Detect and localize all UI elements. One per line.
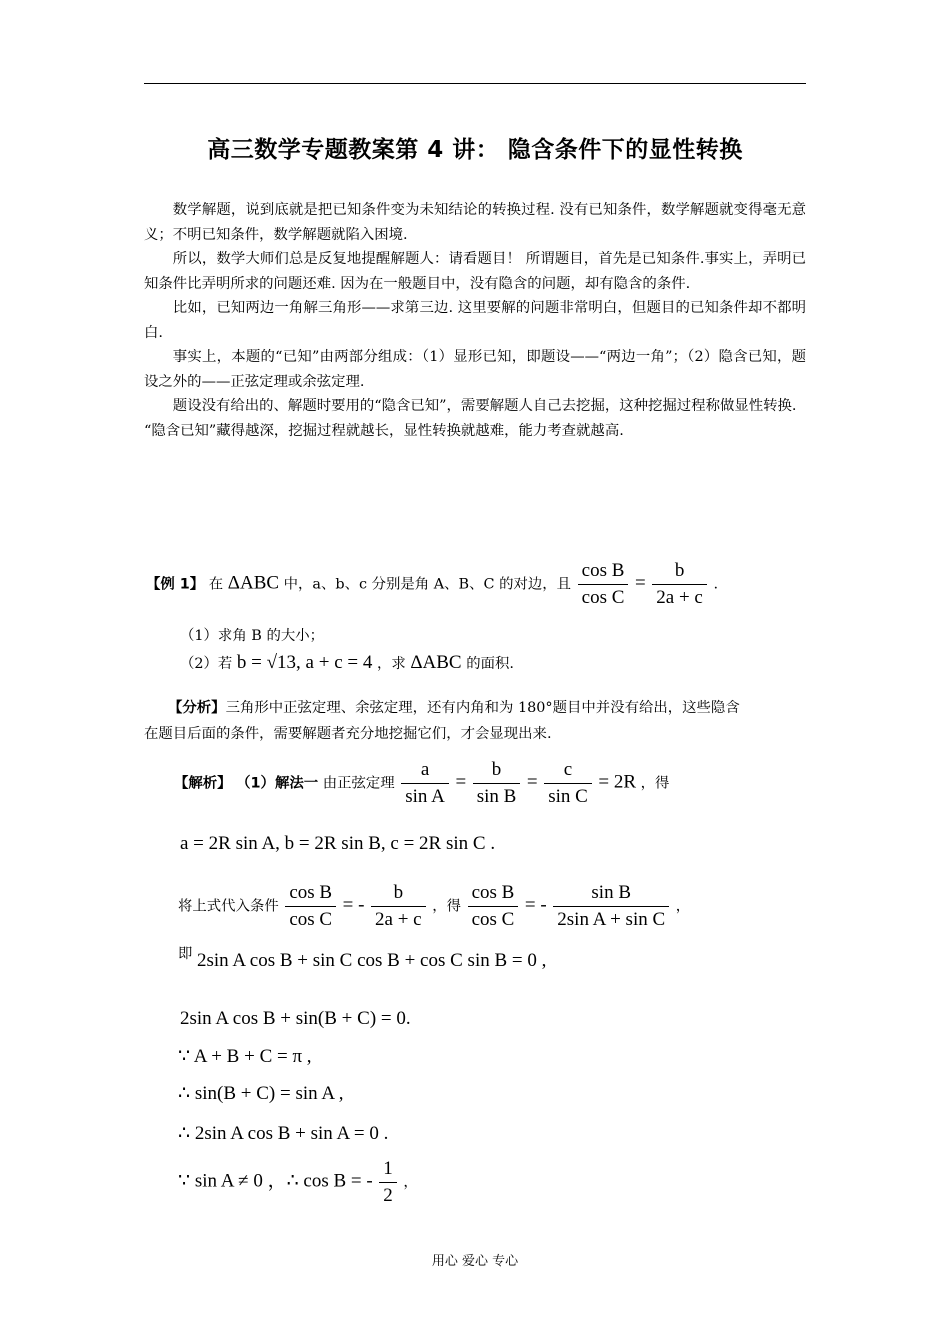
substitution-line: 将上式代入条件 $\frac{\text{cos B}}{\text{cos C}}$ = - $\frac{b}{2a + c}$ ，得 $\frac{\text{cos B}}{\text{cos C}}$ = - $\frac{\text{sin B}}{\text{2sin A + sin C}}$ ， bbox=[178, 880, 690, 933]
question-1: （1）求角 B 的大小； bbox=[180, 628, 325, 644]
analysis-line: 【分析】三角形中正弦定理、余弦定理，还有内角和为 180°题目中并没有给出，这些隐含 bbox=[168, 700, 740, 716]
question-2: （2）若 b = √13, a + c = 4 ，求 ΔABC 的面积. bbox=[180, 652, 514, 673]
fraction: $\frac{\text{cos B}}{\text{cos C}}$ bbox=[468, 880, 519, 933]
equation: 2sin A cos B + sin C cos B + cos C sin B = 0 , bbox=[196, 950, 547, 971]
fraction: $\frac{b}{2a + c}$ bbox=[371, 880, 426, 933]
fraction: $\frac{\text{cos B}}{\text{cos C}}$ bbox=[578, 558, 629, 611]
analysis-line: 在题目后面的条件，需要解题者充分地挖掘它们，才会显现出来. bbox=[144, 726, 552, 742]
triangle-label: ΔABC bbox=[410, 652, 462, 673]
equation-line: 即 2sin A cos B + sin C cos B + cos C sin B = 0 , bbox=[178, 946, 547, 971]
equation-line: ∵ sin A ≠ 0 ，∴ cos B = - $\frac{1}{2}$ ， bbox=[178, 1156, 418, 1209]
equation: a = 2R sin A, b = 2R sin B, c = 2R sin C . bbox=[180, 833, 496, 854]
intro-paragraph: 题设没有给出的、解题时要用的“隐含已知”，需要解题人自己去挖掘，这种挖掘过程称做显性转换. bbox=[172, 398, 797, 414]
example-label: 【例 1】 bbox=[146, 576, 205, 593]
intro-paragraph: “隐含已知”藏得越深，挖掘过程就越长，显性转换就越难，能力考查就越高. bbox=[144, 422, 624, 439]
equation: ∴ sin(B + C) = sin A , bbox=[178, 1083, 344, 1104]
equation: ∵ A + B + C = π , bbox=[178, 1046, 312, 1067]
solution-label: 【解析】 bbox=[174, 775, 232, 792]
intro-paragraph: 比如，已知两边一角解三角形——求第三边. 这里要解的问题非常明白，但题目的已知条件却不都明白. bbox=[144, 300, 806, 341]
fraction: $\frac{b}{2a + c}$ bbox=[652, 558, 707, 611]
example-text: 在 bbox=[208, 576, 224, 593]
intro-section bbox=[144, 198, 806, 443]
intro-paragraph: 数学解题，说到底就是把已知条件变为未知结论的转换过程. 没有已知条件，数学解题就变得毫无意义；不明已知条件，数学解题就陷入困境. bbox=[144, 202, 806, 243]
fraction: $\frac{\text{cos B}}{\text{cos C}}$ bbox=[285, 880, 336, 933]
page-footer: 用心 爱心 专心 bbox=[431, 1254, 519, 1269]
analysis-label: 【分析】 bbox=[168, 700, 226, 716]
equation: 2sin A cos B + sin(B + C) = 0. bbox=[180, 1008, 411, 1029]
solution-intro: 【解析】 （1）解法一 由正弦定理 $\frac{a}{\text{sin A}}$ = $\frac{b}{\text{sin B}}$ = $\frac{c}{\text{sin C}}$ = 2R ，得 bbox=[174, 757, 669, 810]
given-values: b = √13, a + c = 4 bbox=[236, 652, 373, 673]
page-title: 高三数学专题教案第 4 讲： 隐含条件下的显性转换 bbox=[207, 137, 743, 163]
fraction: $\frac{b}{\text{sin B}}$ bbox=[473, 757, 521, 810]
equation: ∴ 2sin A cos B + sin A = 0 . bbox=[178, 1123, 389, 1144]
header-rule bbox=[144, 83, 806, 84]
method-label: （1）解法一 bbox=[236, 775, 319, 792]
triangle-label: ΔABC bbox=[227, 572, 280, 594]
example-text: 中，a、b、c 分别是角 A、B、C 的对边，且 bbox=[283, 576, 572, 593]
intro-paragraph: 事实上，本题的“已知”由两部分组成：（1）显形已知，即题设——“两边一角”；（2）隐含已知，题设之外的——正弦定理或余弦定理. bbox=[144, 349, 806, 390]
fraction: $\frac{1}{2}$ bbox=[379, 1156, 397, 1209]
fraction: $\frac{c}{\text{sin C}}$ bbox=[544, 757, 592, 810]
intro-paragraph: 所以，数学大师们总是反复地提醒解题人：请看题目！ 所谓题目，首先是已知条件.事实上，弄明已知条件比弄明所求的问题还难. 因为在一般题目中，没有隐含的问题，却有隐含的条件. bbox=[144, 251, 806, 292]
example-statement: 【例 1】 在 ΔABC 中，a、b、c 分别是角 A、B、C 的对边，且 $\frac{\text{cos B}}{\text{cos C}}$ = $\frac{b}{2a + c}$ . bbox=[146, 558, 718, 611]
fraction: $\frac{\text{sin B}}{\text{2sin A + sin C}}$ bbox=[553, 880, 669, 933]
fraction: $\frac{a}{\text{sin A}}$ bbox=[401, 757, 449, 810]
